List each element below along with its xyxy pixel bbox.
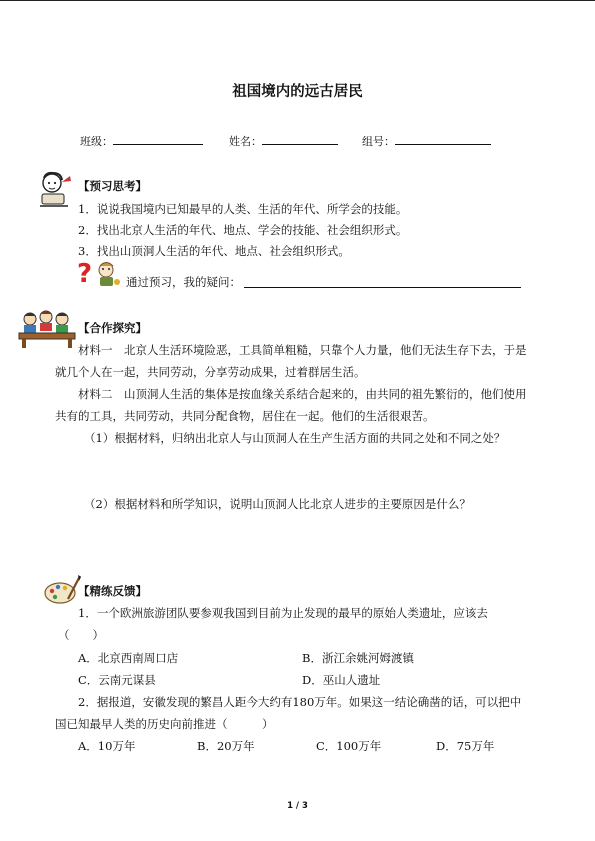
practice-question-1-line-1: 1．一个欧洲旅游团队要参观我国到目前为止发现的最早的原始人类遗址，应该去 [78,606,488,620]
material-2-line-1: 材料二 山顶洞人生活的集体是按血缘关系结合起来的，由共同的祖先繁衍的，他们使用 [78,387,527,401]
class-field [80,133,203,149]
group-field [362,133,491,149]
practice-question-2-line-1: 2．据报道，安徽发现的繁昌人距今大约有180万年。如果这一结论确凿的话，可以把中 [78,695,522,709]
question-label: 通过预习，我的疑问： [126,275,241,289]
thinking-student-icon [36,170,74,210]
practice-question-1-line-2: （ ） [58,628,104,642]
option-1d: D．巫山人遗址 [302,673,381,687]
svg-text:?: ? [77,259,93,289]
class-blank[interactable] [113,133,203,145]
group-blank[interactable] [395,133,491,145]
palette-brush-icon [42,573,82,607]
material-1-line-2: 就几个人在一起，共同劳动，分享劳动成果，过着群居生活。 [55,365,366,379]
preview-heading: 【预习思考】 [78,179,147,193]
name-field [229,133,338,149]
group-study-icon [18,309,76,349]
top-rule [0,0,595,1]
option-1b: B．浙江余姚河姆渡镇 [302,651,414,665]
option-2b: B．20万年 [197,739,255,753]
question-blank[interactable] [244,287,521,288]
preview-item-1: 1．说说我国境内已知最早的人类、生活的年代、所学会的技能。 [78,202,408,216]
practice-question-2-line-2: 国已知最早人类的历史向前推进（ ） [55,717,274,731]
option-2c: C．100万年 [316,739,382,753]
explore-question-2: （2）根据材料和所学知识，说明山顶洞人比北京人进步的主要原因是什么？ [84,497,471,511]
option-2a: A．10万年 [78,739,136,753]
explore-heading: 【合作探究】 [78,321,147,335]
practice-heading: 【精练反馈】 [78,584,147,598]
material-2-line-2: 共有的工具，共同劳动，共同分配食物，居住在一起。他们的生活很艰苦。 [55,409,435,423]
page-title: 祖国境内的远古居民 [232,84,363,100]
name-blank[interactable] [262,133,338,145]
option-2d: D．75万年 [436,739,495,753]
class-label: 班级： [80,135,113,148]
explore-question-1: （1）根据材料，归纳出北京人与山顶洞人在生产生活方面的共同之处和不同之处？ [84,431,506,445]
question-mark-icon [76,258,124,290]
preview-item-2: 2．找出北京人生活的年代、地点、学会的技能、社会组织形式。 [78,223,408,237]
preview-item-3: 3．找出山顶洞人生活的年代、地点、社会组织形式。 [78,244,350,258]
option-1a: A．北京西南周口店 [78,651,179,665]
group-label: 组号： [362,135,395,148]
page-number: 1 / 3 [287,801,308,811]
material-1-line-1: 材料一 北京人生活环境险恶，工具简单粗糙，只靠个人力量，他们无法生存下去，于是 [78,343,527,357]
name-label: 姓名： [229,135,262,148]
option-1c: C．云南元谋县 [78,673,156,687]
